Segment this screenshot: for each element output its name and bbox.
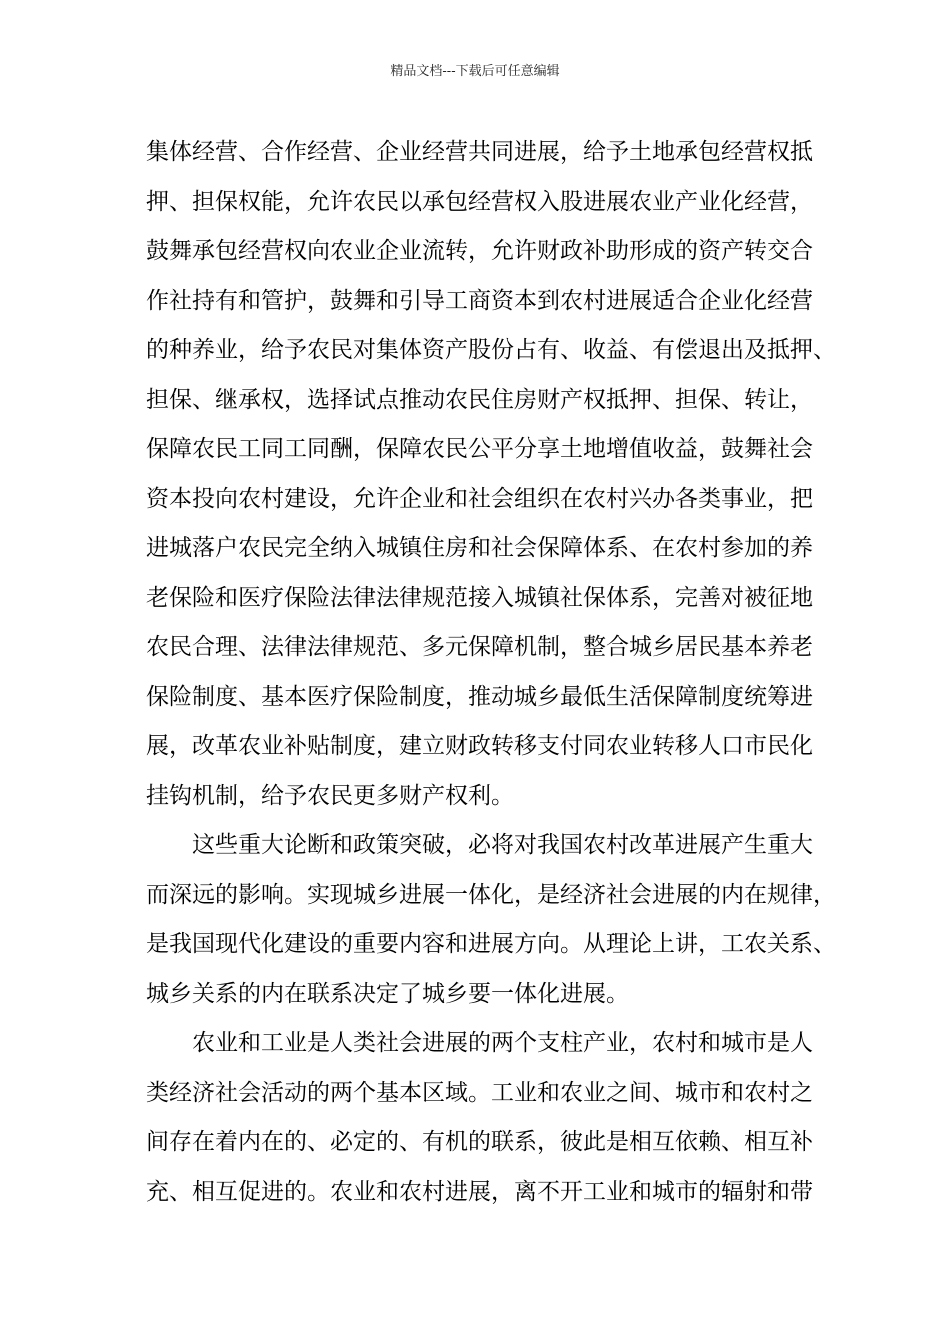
text-line: 押、担保权能，允许农民以承包经营权入股进展农业产业化经营， (146, 188, 813, 215)
text-line: 类经济社会活动的两个基本区域。工业和农业之间、城市和农村之 (146, 1079, 813, 1106)
text-line: 担保、继承权，选择试点推动农民住房财产权抵押、担保、转让， (146, 386, 813, 413)
page-header: 精品文档---下载后可任意编辑 (390, 64, 560, 79)
text-line: 挂钩机制，给予农民更多财产权利。 (146, 782, 514, 809)
paragraph-start-line: 这些重大论断和政策突破，必将对我国农村改革进展产生重大 (192, 832, 813, 858)
text-line: 资本投向农村建设，允许企业和社会组织在农村兴办各类事业，把 (146, 485, 813, 512)
text-line: 进城落户农民完全纳入城镇住房和社会保障体系、在农村参加的养 (146, 535, 813, 561)
document-body (146, 128, 836, 1217)
text-line: 而深远的影响。实现城乡进展一体化，是经济社会进展的内在规律， (146, 881, 836, 908)
text-line: 鼓舞承包经营权向农业企业流转，允许财政补助形成的资产转交合 (146, 238, 813, 264)
text-line: 间存在着内在的、必定的、有机的联系，彼此是相互依赖、相互补 (146, 1129, 813, 1155)
text-line: 作社持有和管护，鼓舞和引导工商资本到农村进展适合企业化经营 (146, 287, 813, 314)
text-line: 的种养业，给予农民对集体资产股份占有、收益、有偿退出及抵押、 (146, 337, 836, 363)
text-line: 农民合理、法律法律规范、多元保障机制，整合城乡居民基本养老 (146, 634, 813, 660)
text-line: 城乡关系的内在联系决定了城乡要一体化进展。 (146, 980, 629, 1007)
text-line: 是我国现代化建设的重要内容和进展方向。从理论上讲，工农关系、 (146, 931, 836, 957)
paragraph-start-line: 农业和工业是人类社会进展的两个支柱产业，农村和城市是人 (192, 1030, 813, 1056)
text-line: 保险制度、基本医疗保险制度，推动城乡最低生活保障制度统筹进 (146, 683, 813, 710)
text-line: 充、相互促进的。农业和农村进展，离不开工业和城市的辐射和带 (146, 1178, 813, 1205)
text-line: 展，改革农业补贴制度，建立财政转移支付同农业转移人口市民化 (146, 733, 813, 759)
text-line: 保障农民工同工同酬，保障农民公平分享土地增值收益，鼓舞社会 (146, 436, 813, 462)
text-line: 集体经营、合作经营、企业经营共同进展，给予土地承包经营权抵 (146, 139, 813, 165)
text-line: 老保险和医疗保险法律法律规范接入城镇社保体系，完善对被征地 (146, 584, 813, 611)
